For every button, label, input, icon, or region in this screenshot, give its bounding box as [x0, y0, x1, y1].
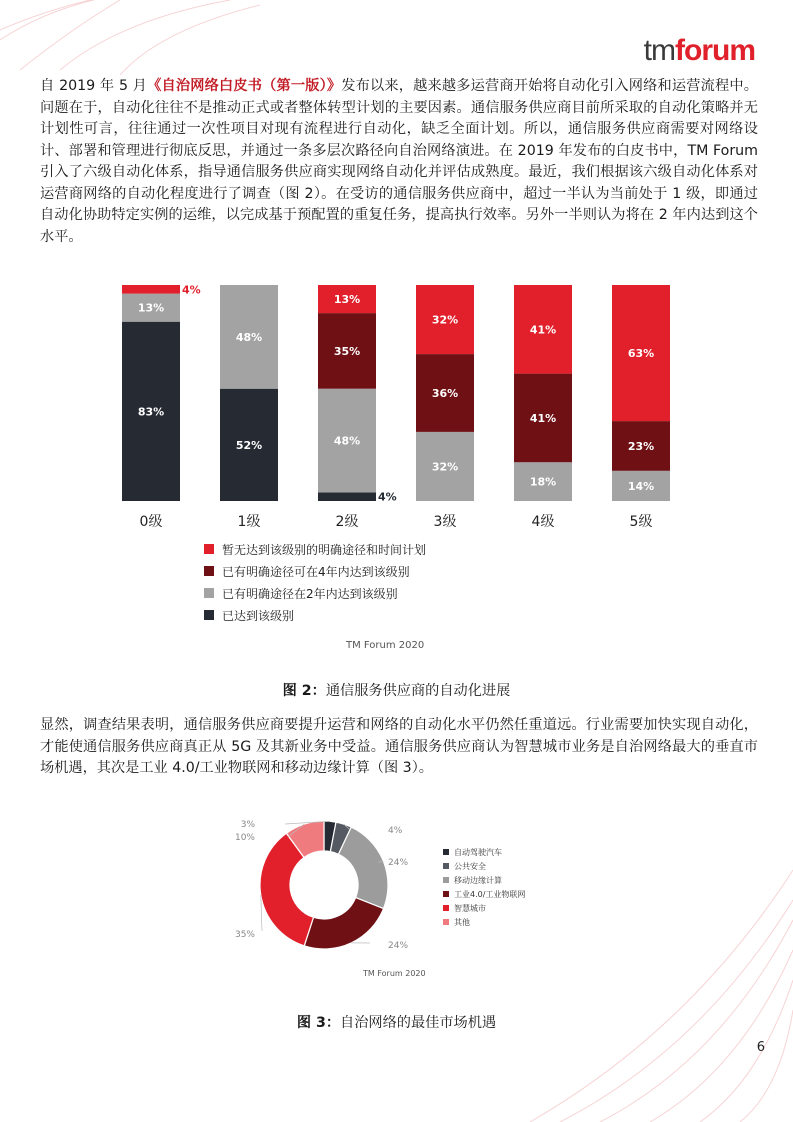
donut-value-label: 10% — [234, 833, 255, 843]
donut-source: TM Forum 2020 — [363, 969, 426, 978]
second-paragraph: 显然，调查结果表明，通信服务供应商要提升运营和网络的自动化水平仍然任重道远。行业需要加快实现自动化，才能使通信服务供应商真正从 5G 及其新业务中受益。通信服务供应商认为智慧城市业务是自治网络最大的垂直市场机遇，其次是工业 4.0/工业物联网和移动边缘计算（图 3）。 — [40, 717, 758, 776]
donut-legend-label: 自动驾驶汽车 — [454, 848, 502, 857]
logo-tm: tm — [643, 34, 675, 67]
bar-value-label: 13% — [137, 301, 165, 315]
intro-paragraph — [40, 76, 758, 248]
legend-swatch — [204, 610, 214, 620]
bar-value-label: 83% — [137, 405, 165, 419]
donut-legend-label: 智慧城市 — [454, 904, 486, 913]
legend-label: 已有明确途径在2年内达到该级别 — [222, 587, 398, 601]
figure-3-title: 自治网络的最佳市场机遇 — [340, 1015, 497, 1031]
donut-legend-swatch — [443, 919, 449, 925]
bar-value-label: 23% — [627, 439, 655, 453]
donut-legend-swatch — [443, 891, 449, 897]
x-tick-label: 3级 — [433, 514, 457, 530]
bar-value-label: 52% — [235, 438, 263, 452]
donut-value-label: 35% — [234, 930, 255, 940]
donut-legend-label: 其他 — [454, 918, 470, 927]
page-number: 6 — [756, 1040, 765, 1055]
donut-value-label: 24% — [388, 941, 409, 951]
bar-value-label: 63% — [627, 347, 655, 360]
figure-2-label: 图 2： — [282, 683, 326, 699]
donut-legend-label: 工业4.0/工业物联网 — [454, 890, 526, 899]
x-tick-label: 4级 — [531, 514, 555, 530]
intro-pre: 自 2019 年 5 月 — [40, 78, 148, 94]
figure-3-caption — [0, 1012, 793, 1032]
bar-value-label: 14% — [627, 479, 655, 493]
bar-value-label: 35% — [333, 344, 361, 358]
chart-source: TM Forum 2020 — [346, 640, 425, 651]
intro-post: 发布以来，越来越多运营商开始将自动化引入网络和运营流程中。问题在于，自动化往往不是推动正式或者整体转型计划的主要因素。通信服务供应商目前所采取的自动化策略并无计划性可言，往往通过一次性项目对现有流程进行自动化，缺乏全面计划。所以，通信服务供应商需要对网络设计、部署和管理进行彻底反思，并通过一条多层次路径向自治网络演进。在 2019 年发布的白皮书中，TM Forum 引入了六级自动化体系，指导通信服务供应商实现网络自动化并评估成熟度。最近，我们根据该六级自动化体系对运营商网络的自动化程度进行了调查（图 2）。在受访的通信服务供应商中，超过一半认为当前处于 1 级，即通过自动化协助特定实例的运维，以完成基于预配置的重复任务，提高执行效率。另外一半则认为将在 2 年内达到这个水平。 — [40, 78, 758, 245]
automation-progress-chart — [0, 270, 793, 660]
legend-label: 已有明确途径可在4年内达到该级别 — [222, 565, 410, 579]
bar-value-label: 41% — [529, 411, 557, 425]
bar-value-label: 18% — [529, 475, 557, 489]
donut-legend-swatch — [443, 905, 449, 911]
figure-3-label: 图 3： — [296, 1015, 341, 1031]
bar-value-label: 32% — [431, 460, 459, 474]
bar-value-label: 4% — [378, 490, 397, 504]
bar-value-label: 48% — [333, 434, 361, 448]
donut-legend-swatch — [443, 849, 449, 855]
donut-value-label: 24% — [388, 858, 409, 868]
bar-value-label: 36% — [431, 387, 459, 400]
legend-swatch — [204, 544, 214, 554]
figure-2-title: 通信服务供应商的自动化进展 — [325, 683, 511, 699]
x-tick-label: 2级 — [335, 514, 359, 530]
legend-swatch — [204, 566, 214, 576]
legend-label: 已达到该级别 — [222, 609, 295, 623]
legend-label: 暂无达到该级别的明确途径和时间计划 — [222, 543, 427, 557]
donut-legend-label: 移动边缘计算 — [454, 876, 502, 885]
bar-segment — [122, 285, 180, 294]
bar-value-label: 48% — [235, 330, 263, 344]
x-tick-label: 5级 — [629, 514, 653, 530]
x-tick-label: 0级 — [139, 514, 163, 530]
donut-legend-swatch — [443, 863, 449, 869]
bar-segment — [318, 492, 376, 501]
market-opportunity-donut — [200, 810, 600, 985]
figure-2-caption — [0, 680, 793, 700]
bar-value-label: 41% — [529, 323, 557, 337]
bar-value-label: 32% — [431, 313, 459, 327]
logo-forum: forum — [675, 34, 755, 67]
whitepaper-link[interactable]: 《自治网络白皮书（第一版）》 — [147, 78, 342, 94]
donut-legend-label: 公共安全 — [454, 862, 486, 871]
legend-swatch — [204, 588, 214, 598]
bar-value-label: 13% — [333, 293, 361, 306]
bar-value-label: 4% — [182, 283, 201, 297]
donut-value-label: 3% — [240, 820, 255, 830]
x-tick-label: 1级 — [237, 514, 261, 530]
donut-value-label: 4% — [388, 826, 403, 836]
donut-slice — [304, 898, 383, 949]
donut-legend-swatch — [443, 877, 449, 883]
donut-slice — [338, 827, 388, 908]
tmforum-logo — [644, 34, 755, 68]
